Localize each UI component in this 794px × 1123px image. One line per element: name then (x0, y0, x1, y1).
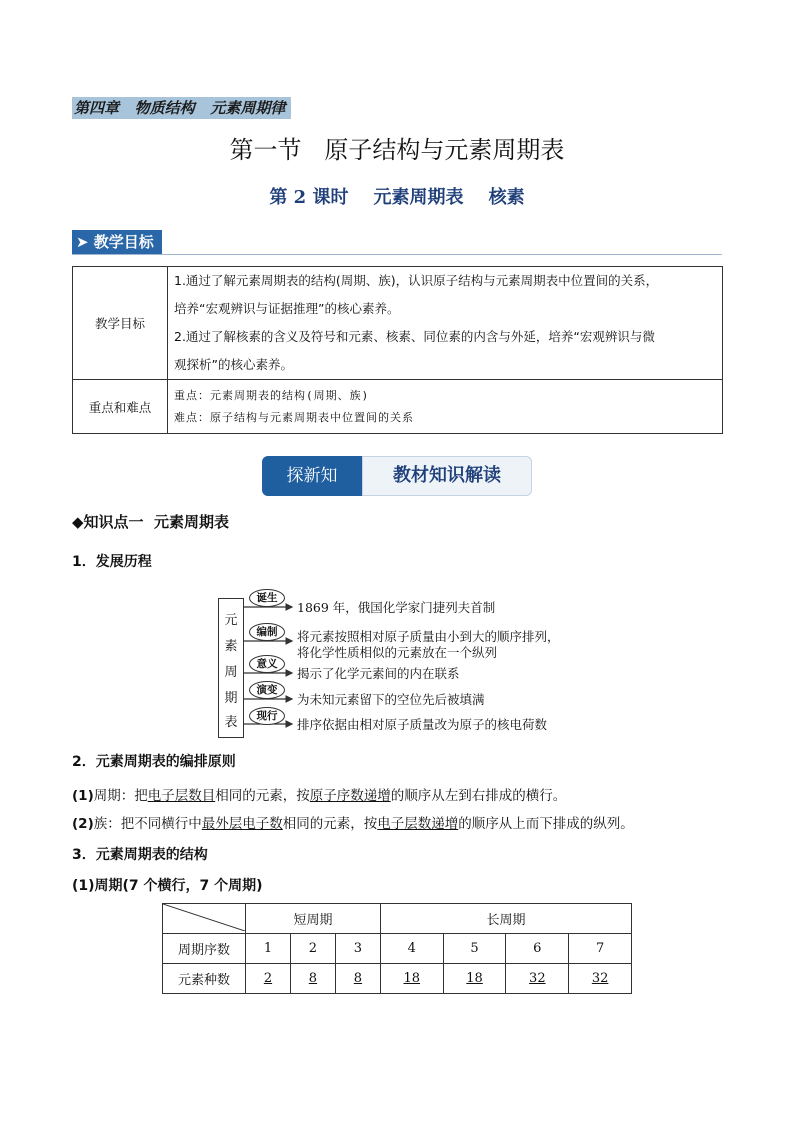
vertical-char: 期 (224, 691, 238, 706)
rule-underline: 原子序数递增 (309, 788, 391, 804)
element-count: 8 (290, 964, 335, 994)
element-count: 32 (506, 964, 569, 994)
focus-label: 重点和难点 (73, 380, 168, 434)
period-number-label: 周期序数 (163, 934, 246, 964)
period-number: 5 (443, 934, 506, 964)
rule-prefix: (1) (72, 788, 94, 804)
tag-oval: 意义 (249, 655, 285, 673)
rule-group (72, 814, 634, 834)
focus-content (168, 380, 723, 434)
tag-oval: 演变 (249, 681, 285, 699)
period-number: 6 (506, 934, 569, 964)
element-count: 8 (335, 964, 380, 994)
tag-oval: 诞生 (249, 589, 285, 607)
difficulty-line: 难点：原子结构与元素周期表中位置间的关系 (174, 410, 414, 424)
period-number: 1 (246, 934, 291, 964)
objective-line: 1.通过了解元素周期表的结构(周期、族)，认识原子结构与元素周期表中位置间的关系， (174, 273, 659, 288)
rule-text: 的顺序从左到右排成的横行。 (390, 788, 567, 804)
history-item-text: 1869 年，俄国化学家门捷列夫首制 (297, 600, 496, 615)
knowledge-heading: ◆知识点一 元素周期表 (72, 513, 229, 531)
rule-underline: 最外层电子数 (201, 816, 283, 832)
objective-line: 观探析”的核心素养。 (174, 357, 293, 372)
tag-oval: 现行 (249, 707, 285, 725)
objectives-content (168, 267, 723, 380)
diagram-vertical-box (218, 598, 244, 738)
vertical-char: 元 (224, 613, 238, 628)
rule-underline: 电子层数递增 (377, 816, 459, 832)
element-count-label: 元素种数 (163, 964, 246, 994)
table-corner-cell (163, 904, 246, 934)
element-count: 32 (569, 964, 632, 994)
element-count: 18 (443, 964, 506, 994)
objectives-table (72, 266, 723, 434)
section-heading-rules: 2．元素周期表的编排原则 (72, 754, 236, 770)
lesson-subtitle: 第 2 课时 元素周期表 核素 (269, 187, 525, 208)
section-banner (262, 456, 532, 496)
vertical-char: 素 (224, 639, 238, 654)
section-banner-right: 教材知识解读 (362, 456, 532, 496)
section-banner-left: 探新知 (262, 456, 362, 496)
rule-text: 的顺序从上而下排成的纵列。 (458, 816, 634, 832)
history-item-text: 为未知元素留下的空位先后被填满 (297, 692, 485, 707)
history-item-text: 揭示了化学元素间的内在联系 (297, 666, 460, 681)
rule-text: 相同的元素，按 (282, 816, 378, 832)
tag-oval: 编制 (249, 623, 285, 641)
rule-prefix: (2) (72, 816, 94, 832)
focus-line: 重点：元素周期表的结构(周期、族) (174, 388, 370, 402)
divider (72, 254, 722, 255)
vertical-char: 表 (224, 715, 238, 730)
section-heading-history: 1．发展历程 (72, 554, 152, 570)
chapter-label: 第四章 物质结构 元素周期律 (72, 97, 291, 119)
period-number: 2 (290, 934, 335, 964)
objectives-banner: ➤ 教学目标 (72, 230, 162, 254)
objective-line: 培养“宏观辨识与证据推理”的核心素养。 (174, 301, 400, 316)
period-number: 4 (380, 934, 443, 964)
rule-period (72, 786, 566, 806)
rule-text: 相同的元素，按 (215, 788, 310, 804)
history-item-text: 排序依据由相对原子质量改为原子的核电荷数 (297, 717, 548, 732)
rule-text: 族：把不同横行中 (93, 816, 202, 832)
history-item-text: 将元素按照相对原子质量由小到大的顺序排列， 将化学性质相似的元素放在一个纵列 (297, 629, 560, 660)
rule-underline: 电子层数目 (147, 788, 216, 804)
element-count: 2 (246, 964, 291, 994)
section-heading-structure: 3．元素周期表的结构 (72, 847, 208, 863)
vertical-char: 周 (224, 665, 238, 680)
long-period-header: 长周期 (380, 904, 631, 934)
period-table (162, 903, 632, 994)
period-number: 3 (335, 934, 380, 964)
period-number: 7 (569, 934, 632, 964)
rule-text: 周期：把 (93, 788, 148, 804)
objectives-label: 教学目标 (73, 267, 168, 380)
diagonal-line (163, 904, 245, 931)
element-count: 18 (380, 964, 443, 994)
short-period-header: 短周期 (246, 904, 381, 934)
page-title: 第一节 原子结构与元素周期表 (229, 136, 565, 164)
objective-line: 2.通过了解核素的含义及符号和元素、核素、同位素的内含与外延，培养“宏观辨识与微 (174, 329, 655, 344)
subsection-heading-period: (1)周期(7 个横行，7 个周期) (72, 878, 263, 894)
